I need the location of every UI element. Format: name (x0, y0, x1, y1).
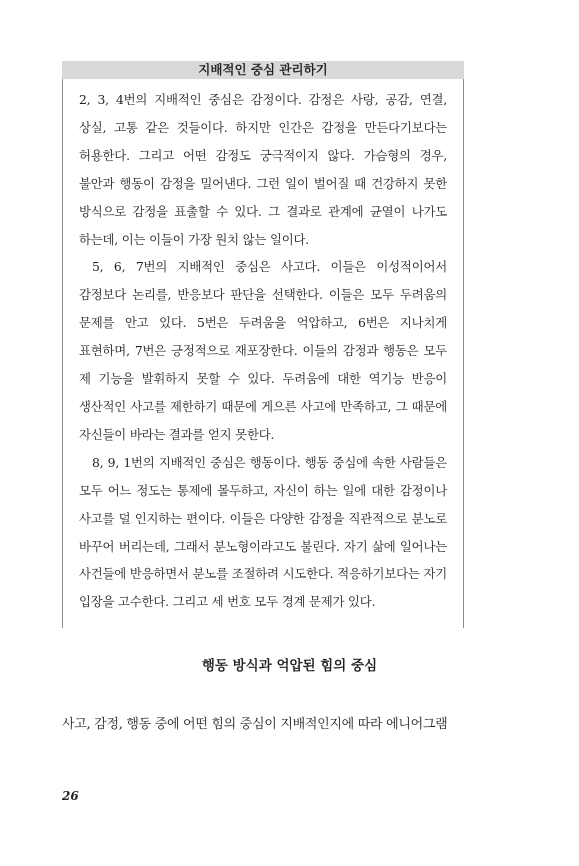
sidebar-box (62, 79, 464, 628)
page-number: 26 (62, 789, 79, 803)
box-paragraph-action: 8, 9, 1번의 지배적인 중심은 행동이다. 행동 중심에 속한 사람들은 모두 어느 정도는 통제에 몰두하고, 자신이 하는 일에 대한 감정이나 사고를 덜 인지하는 편이다. 이들은 다양한 감정을 직관적으로 분노로 바꾸어 버리는데, 그래서 분노형이라고도 불린다. 자기 삶에 일어나는 사건들에 반응하면서 분노를 조절하려 시도한다. 적응하기보다는 자기 입장을 고수한다. 그리고 세 번호 모두 경계 문제가 있다. (79, 454, 447, 610)
box-paragraph-thinking: 5, 6, 7번의 지배적인 중심은 사고다. 이들은 이성적이어서 감정보다 논리를, 반응보다 판단을 선택한다. 이들은 모두 두려움의 문제를 안고 있다. 5번은 두려움을 억압하고, 6번은 지나치게 표현하며, 7번은 긍정적으로 재포장한다. 이들의 감정과 행동은 모두 제 기능을 발휘하지 못할 수 있다. 두려움에 대한 역기능 반응이 생산적인 사고를 제한하기 때문에 게으른 사고에 만족하고, 그 때문에 자신들이 바라는 결과를 얻지 못한다. (79, 259, 447, 442)
box-paragraph-emotion: 2, 3, 4번의 지배적인 중심은 감정이다. 감정은 사랑, 공감, 연결, 상실, 고통 같은 것들이다. 하지만 인간은 감정을 만든다기보다는 허용한다. 그리고 어떤 감정도 궁극적이지 않다. 가슴형의 경우, 불안과 행동이 감정을 밀어낸다. 그런 일이 벌어질 때 건강하지 못한 방식으로 감정을 표출할 수 있다. 그 결과로 관계에 균열이 나가도 하는데, 이는 이들이 가장 원치 않는 일이다. (79, 92, 447, 247)
section-heading: 행동 방식과 억압된 힘의 중심 (201, 658, 378, 674)
body-text: 사고, 감정, 행동 중에 어떤 힘의 중심이 지배적인지에 따라 에니어그램 (62, 717, 448, 732)
box-title: 지배적인 중심 관리하기 (62, 61, 464, 79)
